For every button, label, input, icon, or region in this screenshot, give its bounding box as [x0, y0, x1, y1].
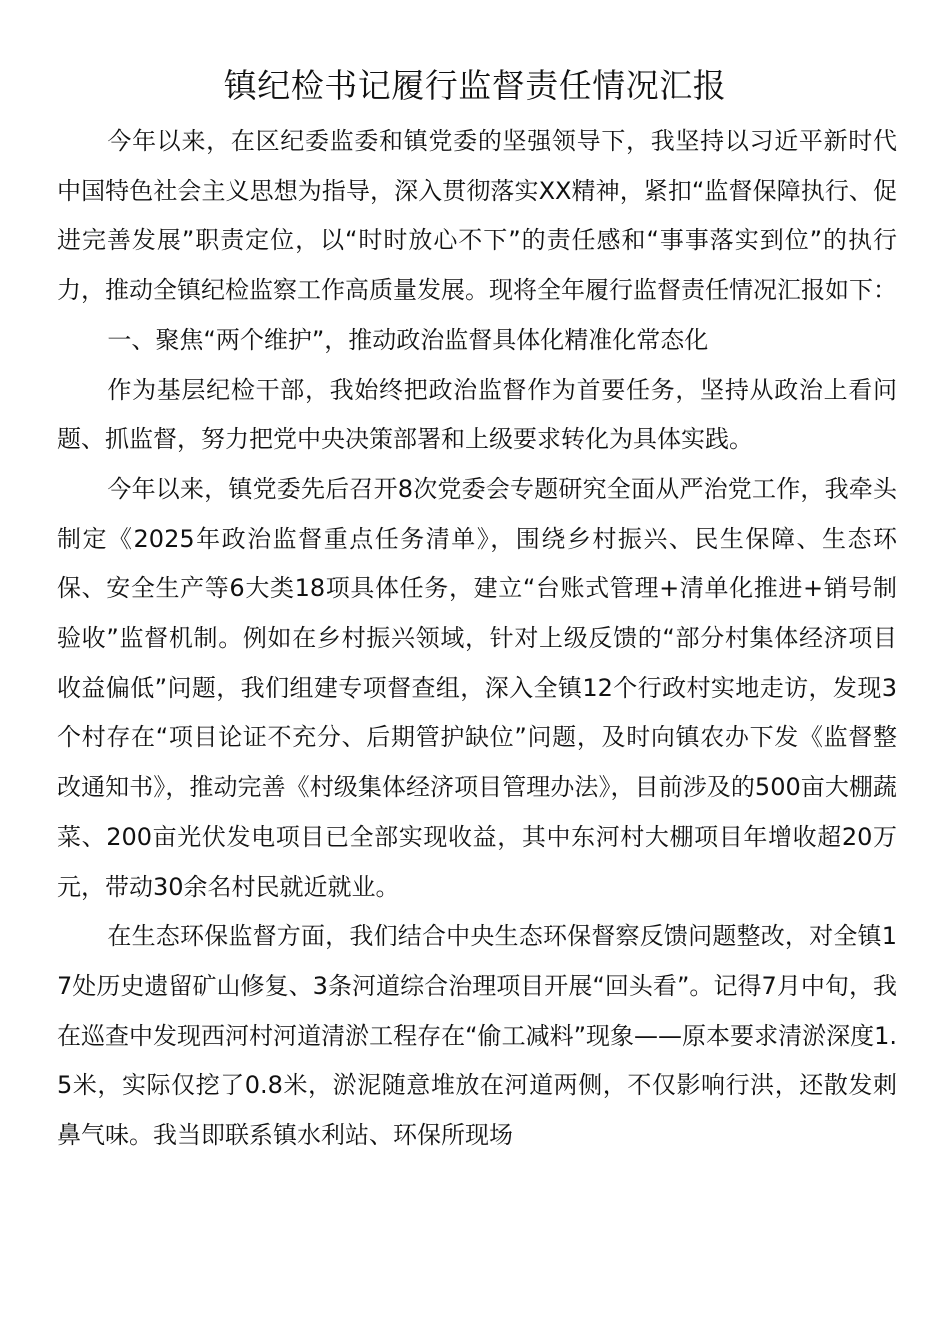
body-paragraph: 作为基层纪检干部，我始终把政治监督作为首要任务，坚持从政治上看问题、抓监督，努力把党中央决策部署和上级要求转化为具体实践。: [57, 375, 897, 454]
body-paragraph: 在生态环保监督方面，我们结合中央生态环保督察反馈问题整改，对全镇17处历史遗留矿山修复、3条河道综合治理项目开展“回头看”。记得7月中旬，我在巡查中发现西河村河道清淤工程存在“偷工减料”现象——原本要求清淤深度1.5米，实际仅挖了0.8米，淤泥随意堆放在河道两侧，不仅影响行洪，还散发刺鼻气味。我当即联系镇水利站、环保所现场: [57, 922, 897, 1150]
document-body: [57, 117, 897, 1161]
intro-paragraph: 今年以来，在区纪委监委和镇党委的坚强领导下，我坚持以习近平新时代中国特色社会主义思想为指导，深入贯彻落实XX精神，紧扣“监督保障执行、促进完善发展”职责定位，以“时时放心不下”的责任感和“事事落实到位”的执行力，推动全镇纪检监察工作高质量发展。现将全年履行监督责任情况汇报如下：: [57, 127, 897, 305]
body-paragraph: 今年以来，镇党委先后召开8次党委会专题研究全面从严治党工作，我牵头制定《2025年政治监督重点任务清单》，围绕乡村振兴、民生保障、生态环保、安全生产等6大类18项具体任务，建立“台账式管理+清单化推进+销号制验收”监督机制。例如在乡村振兴领域，针对上级反馈的“部分村集体经济项目收益偏低”问题，我们组建专项督查组，深入全镇12个行政村实地走访，发现3个村存在“项目论证不充分、后期管护缺位”问题，及时向镇农办下发《监督整改通知书》，推动完善《村级集体经济项目管理办法》，目前涉及的500亩大棚蔬菜、200亩光伏发电项目已全部实现收益，其中东河村大棚项目年增收超20万元，带动30余名村民就近就业。: [57, 474, 897, 901]
section-heading-1: 一、聚焦“两个维护”，推动政治监督具体化精准化常态化: [107, 325, 709, 354]
document-title: 镇纪检书记履行监督责任情况汇报: [223, 66, 727, 105]
